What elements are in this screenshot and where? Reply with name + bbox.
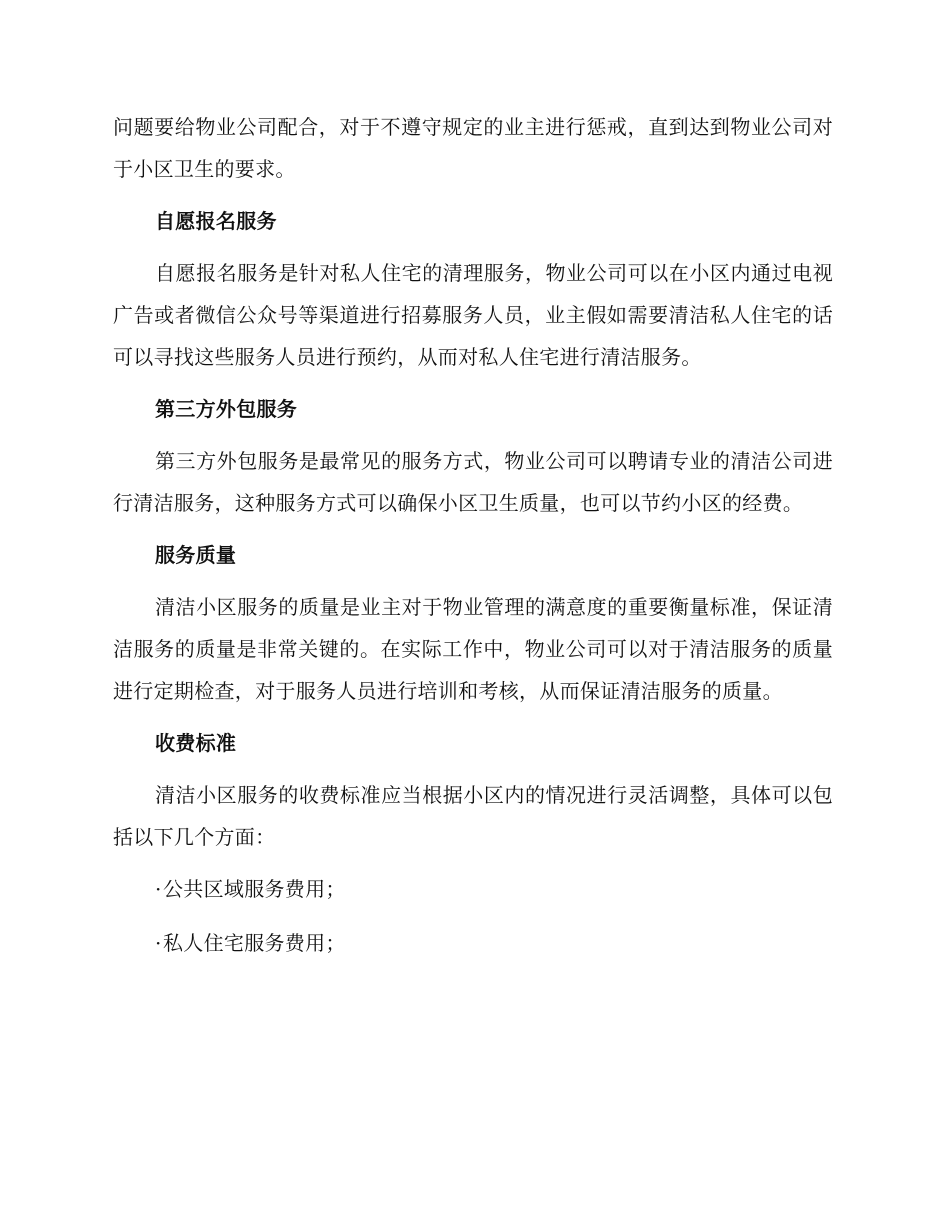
continuation-paragraph: 问题要给物业公司配合，对于不遵守规定的业主进行惩戒，直到达到物业公司对于小区卫生的要求。 xyxy=(113,115,833,181)
section-paragraph-service-quality: 清洁小区服务的质量是业主对于物业管理的满意度的重要衡量标准，保证清洁服务的质量是非常关键的。在实际工作中，物业公司可以对于清洁服务的质量进行定期检查，对于服务人员进行培训和考核，从而保证清洁服务的质量。 xyxy=(113,595,833,703)
section-heading-volunteer-service: 自愿报名服务 xyxy=(155,209,277,233)
section-heading-outsourcing-service: 第三方外包服务 xyxy=(155,397,298,421)
list-item xyxy=(113,922,833,964)
document-body xyxy=(113,106,833,976)
section-paragraph-outsourcing-service: 第三方外包服务是最常见的服务方式，物业公司可以聘请专业的清洁公司进行清洁服务，这种服务方式可以确保小区卫生质量，也可以节约小区的经费。 xyxy=(113,449,833,515)
bullet-marker: · xyxy=(155,931,162,955)
list-item-text: 公共区域服务费用； xyxy=(163,877,346,901)
section-paragraph-volunteer-service: 自愿报名服务是针对私人住宅的清理服务，物业公司可以在小区内通过电视广告或者微信公众号等渠道进行招募服务人员，业主假如需要清洁私人住宅的话可以寻找这些服务人员进行预约，从而对私人住宅进行清洁服务。 xyxy=(113,261,833,369)
list-item xyxy=(113,868,833,910)
bullet-marker: · xyxy=(155,877,162,901)
list-item-text: 私人住宅服务费用； xyxy=(163,931,346,955)
section-heading-fee-standard: 收费标准 xyxy=(155,731,237,755)
section-paragraph-fee-standard: 清洁小区服务的收费标准应当根据小区内的情况进行灵活调整，具体可以包括以下几个方面： xyxy=(113,783,833,849)
section-heading-service-quality: 服务质量 xyxy=(155,543,237,567)
